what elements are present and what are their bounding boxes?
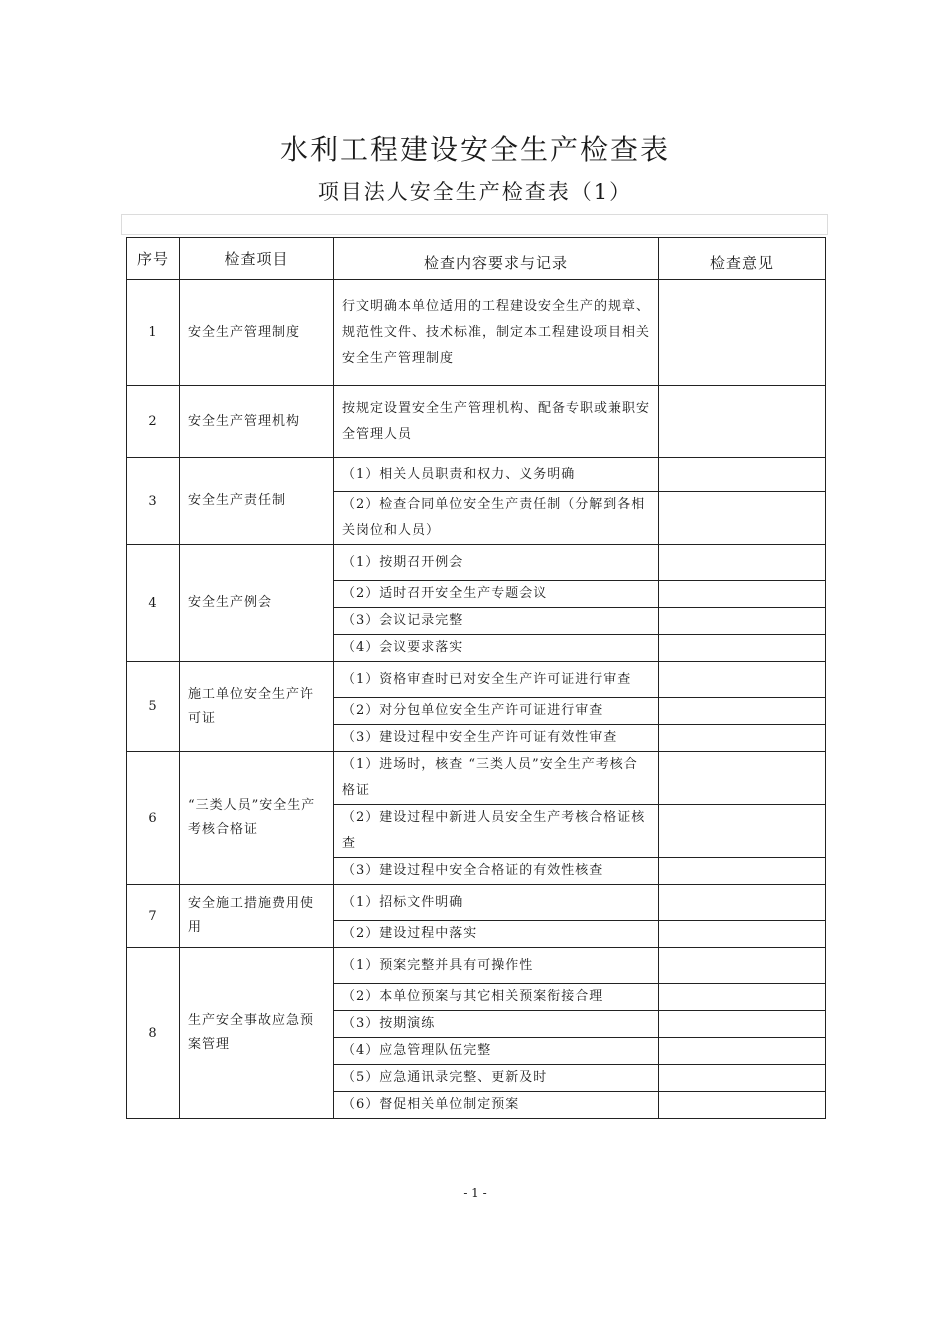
check-item: 安全生产管理机构 — [180, 386, 334, 458]
opinion-cell[interactable] — [659, 1092, 826, 1119]
opinion-cell[interactable] — [659, 581, 826, 608]
requirement: 按规定设置安全生产管理机构、配备专职或兼职安全管理人员 — [334, 386, 659, 458]
opinion-cell[interactable] — [659, 1011, 826, 1038]
requirement: （4）应急管理队伍完整 — [334, 1038, 659, 1065]
opinion-cell[interactable] — [659, 858, 826, 885]
requirement: （2）适时召开安全生产专题会议 — [334, 581, 659, 608]
requirement: （1）招标文件明确 — [334, 885, 659, 921]
opinion-cell[interactable] — [659, 948, 826, 984]
opinion-cell[interactable] — [659, 805, 826, 858]
opinion-cell[interactable] — [659, 492, 826, 545]
table-row — [127, 752, 826, 805]
page-subtitle: 项目法人安全生产检查表（1） — [317, 180, 633, 204]
requirement: （3）建设过程中安全合格证的有效性核查 — [334, 858, 659, 885]
page-title: 水利工程建设安全生产检查表 — [279, 133, 670, 166]
header-no: 序号 — [127, 238, 180, 280]
requirement: （2）建设过程中落实 — [334, 921, 659, 948]
opinion-cell[interactable] — [659, 698, 826, 725]
requirement: （1）按期召开例会 — [334, 545, 659, 581]
check-item: 施工单位安全生产许可证 — [180, 662, 334, 752]
requirement: （2）本单位预案与其它相关预案衔接合理 — [334, 984, 659, 1011]
check-item: 安全生产责任制 — [180, 458, 334, 545]
table-header-row — [127, 238, 826, 280]
requirement: （3）按期演练 — [334, 1011, 659, 1038]
table-body — [127, 280, 826, 1119]
check-item: 安全施工措施费用使用 — [180, 885, 334, 948]
opinion-cell[interactable] — [659, 921, 826, 948]
requirement: （2）对分包单位安全生产许可证进行审查 — [334, 698, 659, 725]
header-item: 检查项目 — [180, 238, 334, 280]
row-number: 8 — [127, 948, 180, 1119]
check-item: 生产安全事故应急预案管理 — [180, 948, 334, 1119]
row-number: 4 — [127, 545, 180, 662]
page-number: - 1 - — [463, 1186, 487, 1200]
opinion-cell[interactable] — [659, 458, 826, 492]
opinion-cell[interactable] — [659, 386, 826, 458]
header-opinion: 检查意见 — [659, 238, 826, 280]
requirement: （5）应急通讯录完整、更新及时 — [334, 1065, 659, 1092]
check-item: 安全生产管理制度 — [180, 280, 334, 386]
opinion-cell[interactable] — [659, 885, 826, 921]
requirement: （3）会议记录完整 — [334, 608, 659, 635]
opinion-cell[interactable] — [659, 725, 826, 752]
requirement: （1）预案完整并具有可操作性 — [334, 948, 659, 984]
opinion-cell[interactable] — [659, 1065, 826, 1092]
table-row — [127, 458, 826, 492]
opinion-cell[interactable] — [659, 635, 826, 662]
table-row — [127, 885, 826, 921]
row-number: 5 — [127, 662, 180, 752]
inspection-table — [126, 237, 826, 1119]
opinion-cell[interactable] — [659, 984, 826, 1011]
opinion-cell[interactable] — [659, 280, 826, 386]
requirement: 行文明确本单位适用的工程建设安全生产的规章、规范性文件、技术标准，制定本工程建设项目相关安全生产管理制度 — [334, 280, 659, 386]
opinion-cell[interactable] — [659, 662, 826, 698]
check-item: 安全生产例会 — [180, 545, 334, 662]
requirement: （4）会议要求落实 — [334, 635, 659, 662]
opinion-cell[interactable] — [659, 608, 826, 635]
table-row — [127, 948, 826, 984]
divider-band — [121, 214, 828, 235]
requirement: （1）进场时，核查 “三类人员”安全生产考核合格证 — [334, 752, 659, 805]
opinion-cell[interactable] — [659, 545, 826, 581]
row-number: 2 — [127, 386, 180, 458]
requirement: （3）建设过程中安全生产许可证有效性审查 — [334, 725, 659, 752]
table-row — [127, 386, 826, 458]
row-number: 6 — [127, 752, 180, 885]
opinion-cell[interactable] — [659, 752, 826, 805]
requirement: （6）督促相关单位制定预案 — [334, 1092, 659, 1119]
row-number: 7 — [127, 885, 180, 948]
requirement: （2）建设过程中新进人员安全生产考核合格证核查 — [334, 805, 659, 858]
row-number: 1 — [127, 280, 180, 386]
opinion-cell[interactable] — [659, 1038, 826, 1065]
table-row — [127, 280, 826, 386]
header-requirements: 检查内容要求与记录 — [334, 238, 659, 280]
table-row — [127, 662, 826, 698]
requirement: （2）检查合同单位安全生产责任制（分解到各相关岗位和人员） — [334, 492, 659, 545]
table-row — [127, 545, 826, 581]
requirement: （1）资格审查时已对安全生产许可证进行审查 — [334, 662, 659, 698]
row-number: 3 — [127, 458, 180, 545]
requirement: （1）相关人员职责和权力、义务明确 — [334, 458, 659, 492]
check-item: “三类人员”安全生产考核合格证 — [180, 752, 334, 885]
